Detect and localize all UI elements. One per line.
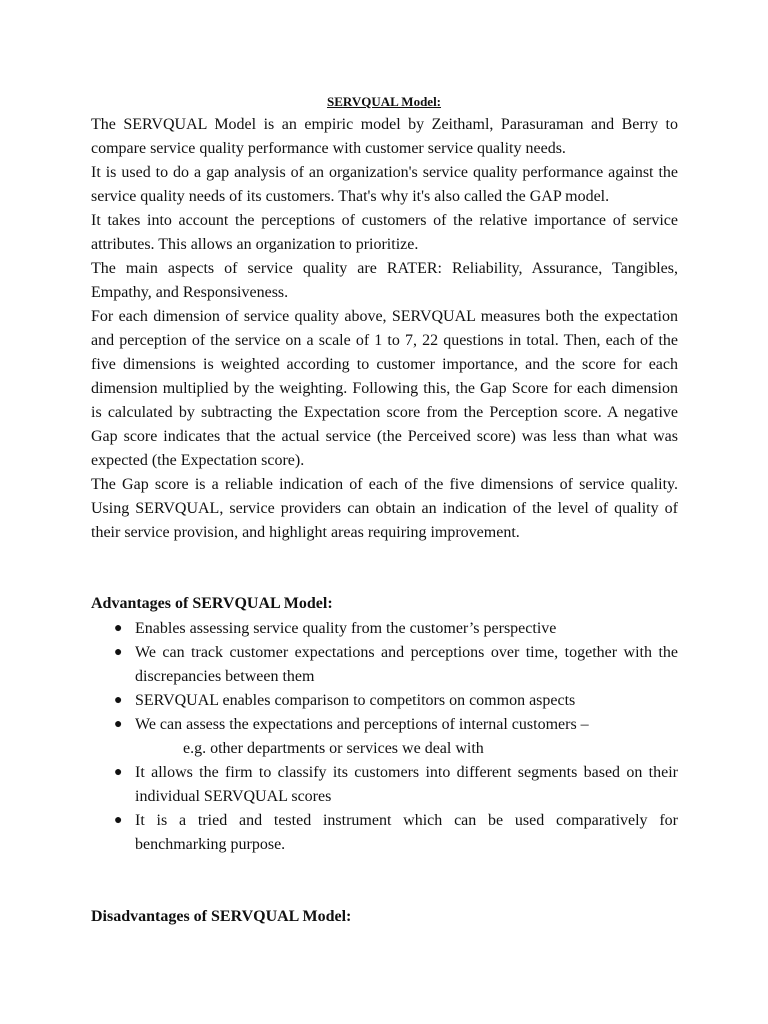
body-text: [91, 113, 678, 545]
bullet-icon: ●: [114, 717, 123, 732]
list-item: [110, 617, 678, 641]
bullet-icon: ●: [114, 813, 123, 828]
advantages-heading: Advantages of SERVQUAL Model:: [91, 595, 333, 612]
paragraph: For each dimension of service quality above, SERVQUAL measures both the expectation and perception of the service on a scale of 1 to 7, 22 questions in total. Then, each of the five dimensions is weighted according to customer importance, and the score for each dimension multiplied by the weighting. Following this, the Gap Score for each dimension is calculated by subtracting the Expectation score from the Perception score. A negative Gap score indicates that the actual service (the Perceived score) was less than what was expected (the Expectation score).: [91, 308, 678, 469]
list-item: [110, 713, 678, 761]
document-title: SERVQUAL Model:: [326, 94, 442, 109]
list-item-text: It allows the firm to classify its customers into different segments based on their individual SERVQUAL scores: [135, 764, 678, 805]
list-item-text: We can assess the expectations and perceptions of internal customers –: [135, 716, 589, 733]
disadvantages-heading: Disadvantages of SERVQUAL Model:: [91, 908, 352, 925]
list-item: [110, 761, 678, 809]
bullet-icon: ●: [114, 645, 123, 660]
list-item-text: We can track customer expectations and perceptions over time, together with the discrepancies between them: [135, 644, 678, 685]
list-item-subtext: e.g. other departments or services we deal with: [183, 740, 484, 757]
list-item-text: Enables assessing service quality from the customer’s perspective: [135, 620, 557, 637]
bullet-icon: ●: [114, 765, 123, 780]
paragraph: It takes into account the perceptions of customers of the relative importance of service attributes. This allows an organization to prioritize.: [91, 212, 678, 253]
list-item: [110, 641, 678, 689]
paragraph: The Gap score is a reliable indication of each of the five dimensions of service quality. Using SERVQUAL, service providers can obtain an indication of the level of quality of their service provision, and highlight areas requiring improvement.: [91, 476, 678, 541]
list-item-text: It is a tried and tested instrument which can be used comparatively for benchmarking purpose.: [135, 812, 678, 853]
list-item-text: SERVQUAL enables comparison to competitors on common aspects: [135, 692, 576, 709]
list-item: [110, 809, 678, 857]
paragraph: The SERVQUAL Model is an empiric model by Zeithaml, Parasuraman and Berry to compare service quality performance with customer service quality needs.: [91, 116, 678, 157]
bullet-icon: ●: [114, 693, 123, 708]
bullet-icon: ●: [114, 621, 123, 636]
list-item: [110, 689, 678, 713]
paragraph: The main aspects of service quality are RATER: Reliability, Assurance, Tangibles, Empathy, and Responsiveness.: [91, 260, 678, 301]
paragraph: It is used to do a gap analysis of an organization's service quality performance against the service quality needs of its customers. That's why it's also called the GAP model.: [91, 164, 678, 205]
advantages-list: [110, 617, 678, 857]
